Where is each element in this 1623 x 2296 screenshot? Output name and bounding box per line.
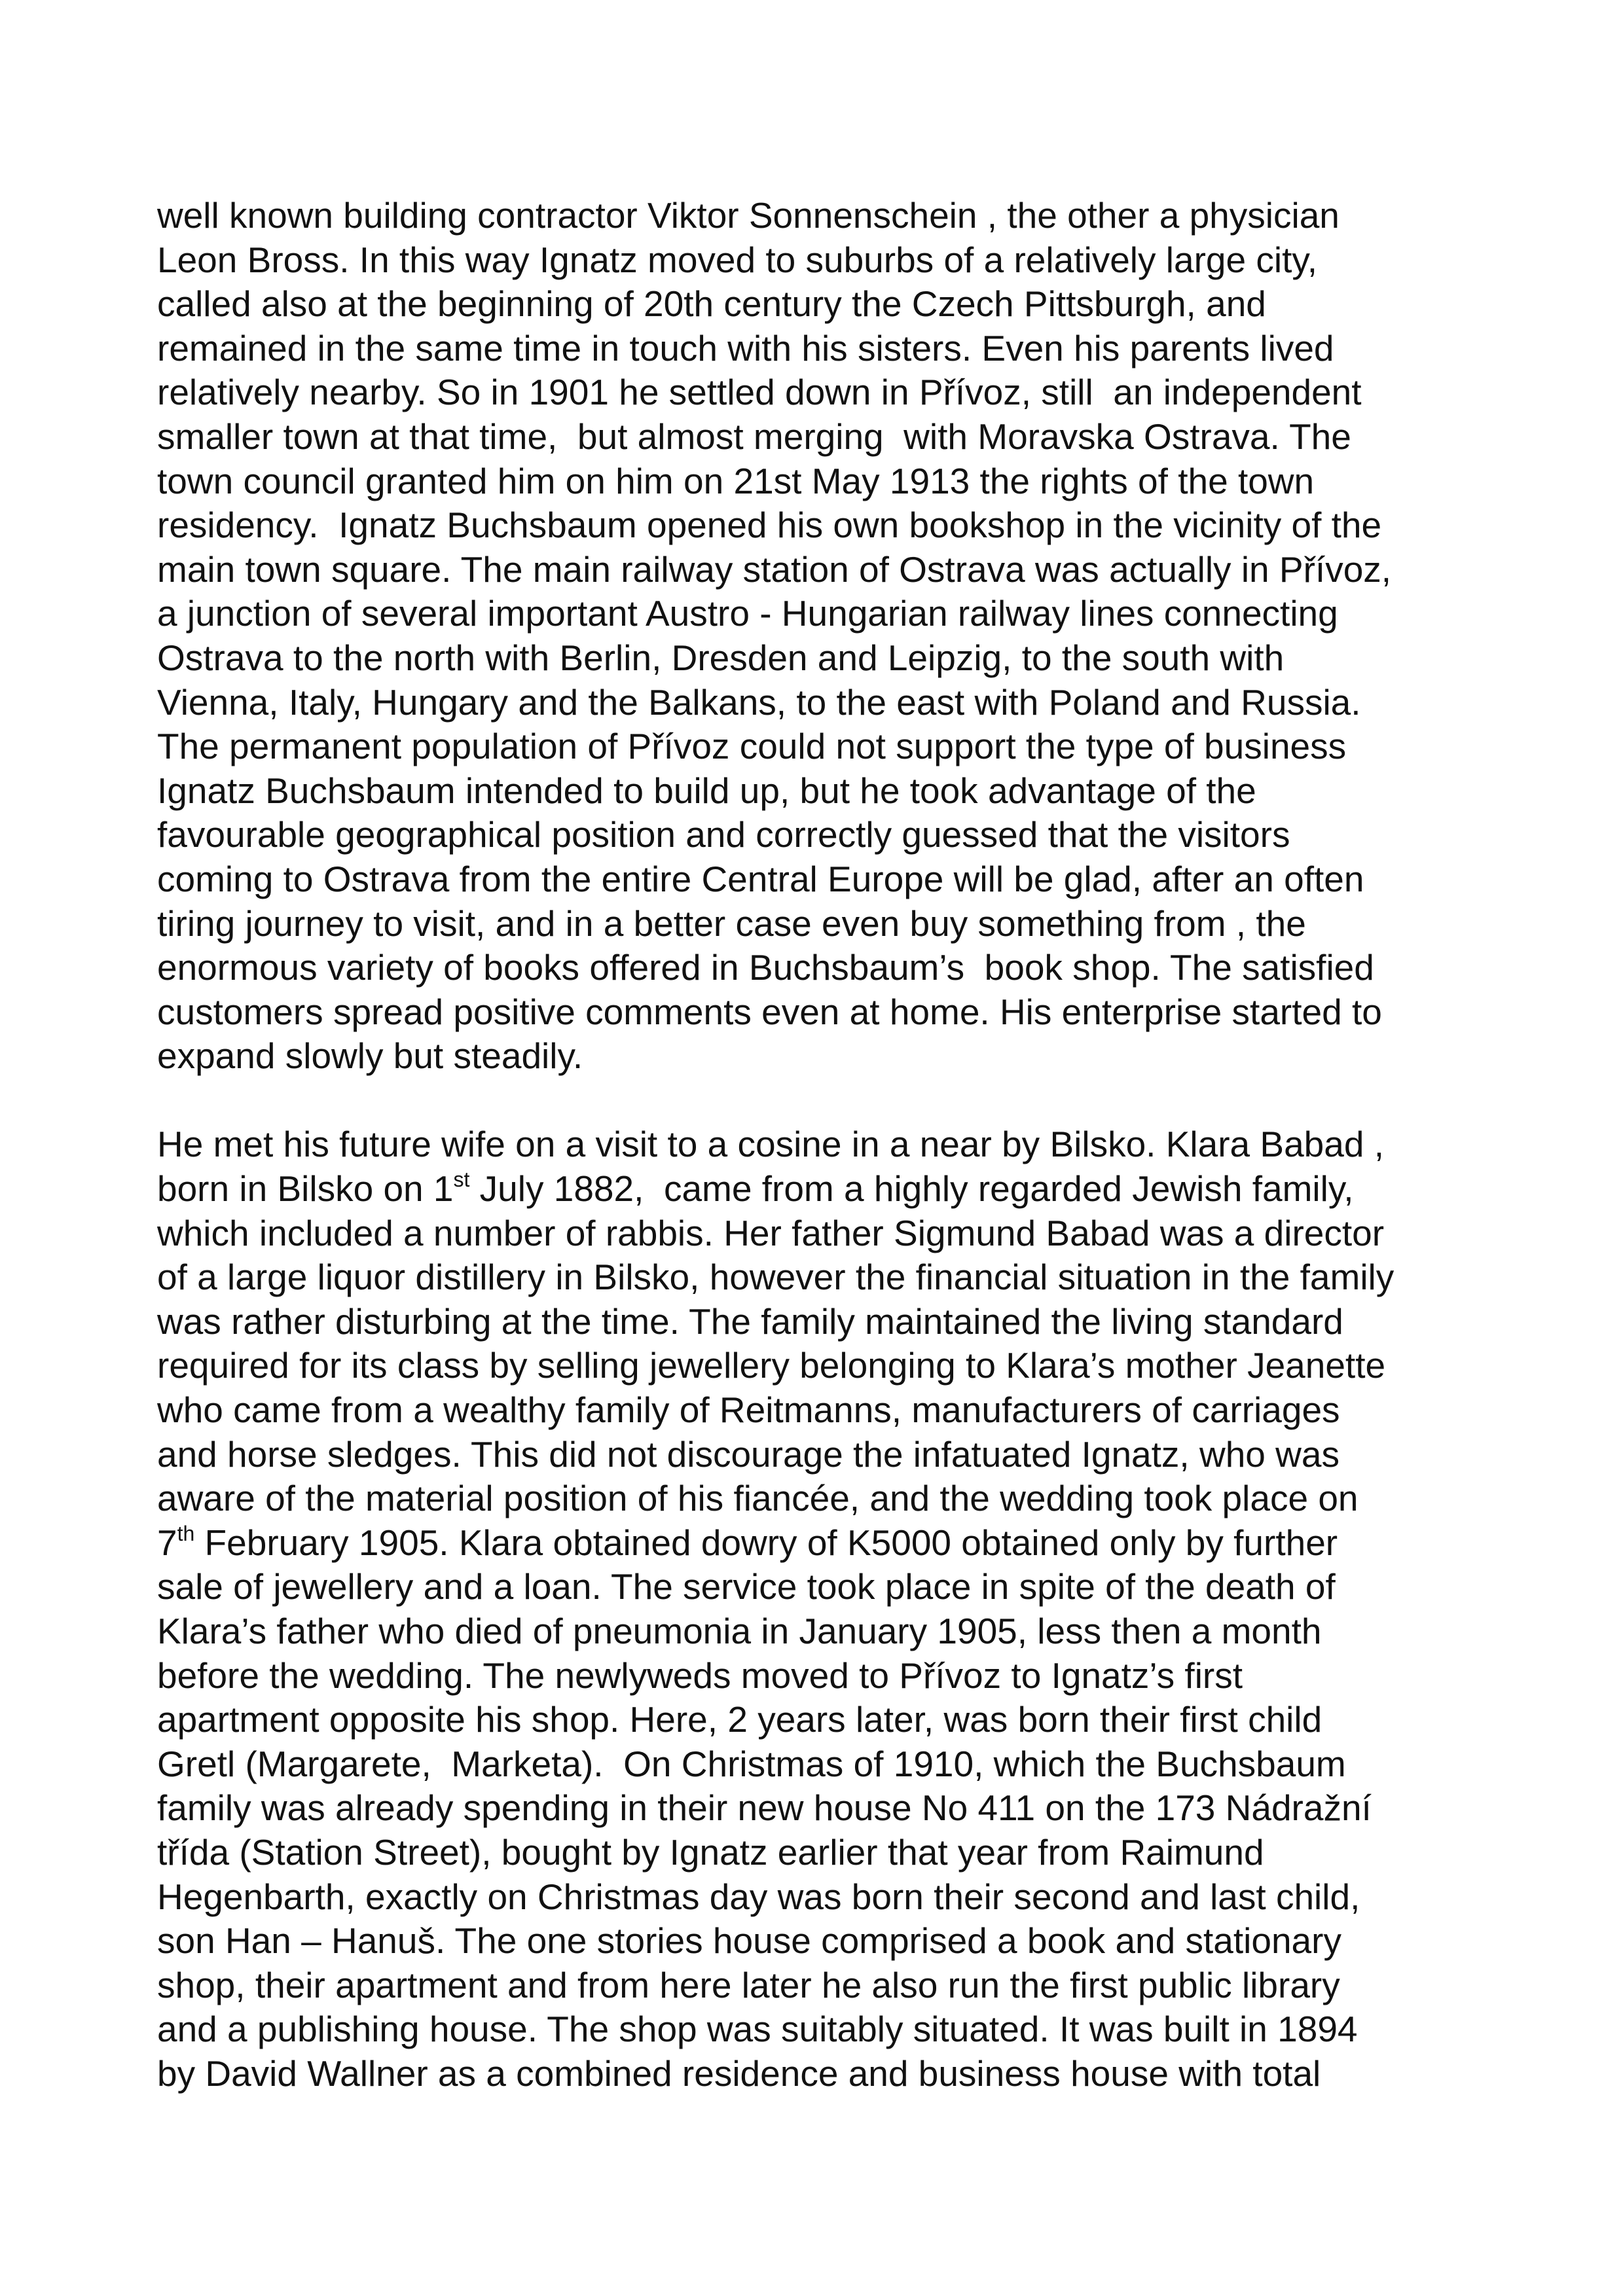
text-line: coming to Ostrava from the entire Central Europe will be glad, after an often bbox=[157, 858, 1364, 899]
text-line: tiring journey to visit, and in a better case even buy something from , the bbox=[157, 903, 1306, 944]
text-line: Hegenbarth, exactly on Christmas day was born their second and last child, bbox=[157, 1876, 1360, 1917]
text-line: before the wedding. The newlyweds moved to Přívoz to Ignatz’s first bbox=[157, 1655, 1243, 1696]
ordinal-suffix: st bbox=[453, 1168, 470, 1192]
text-segment: February 1905. Klara obtained dowry of K5000 obtained only by further bbox=[194, 1522, 1338, 1563]
paragraph-2 bbox=[157, 1122, 1493, 2096]
text-line: Ostrava to the north with Berlin, Dresden and Leipzig, to the south with bbox=[157, 637, 1285, 678]
text-line: favourable geographical position and correctly guessed that the visitors bbox=[157, 814, 1290, 855]
text-segment: born in Bilsko on 1 bbox=[157, 1168, 454, 1210]
text-line bbox=[157, 1521, 1493, 1566]
text-line: by David Wallner as a combined residence and business house with total bbox=[157, 2053, 1321, 2094]
text-line bbox=[157, 1167, 1493, 1211]
paragraph-1 bbox=[157, 194, 1493, 1079]
text-line: son Han – Hanuš. The one stories house comprised a book and stationary bbox=[157, 1920, 1341, 1962]
text-line: Klara’s father who died of pneumonia in January 1905, less then a month bbox=[157, 1611, 1322, 1651]
ordinal-suffix: th bbox=[177, 1521, 195, 1545]
text-line: The permanent population of Přívoz could not support the type of business bbox=[157, 726, 1347, 767]
text-line: and a publishing house. The shop was suitably situated. It was built in 1894 bbox=[157, 2009, 1358, 2050]
text-line: which included a number of rabbis. Her father Sigmund Babad was a director bbox=[157, 1212, 1385, 1253]
text-line: of a large liquor distillery in Bilsko, however the financial situation in the family bbox=[157, 1257, 1395, 1298]
text-line: town council granted him on him on 21st May 1913 the rights of the town bbox=[157, 460, 1315, 501]
paragraph-spacer bbox=[157, 1079, 1493, 1123]
text-line: was rather disturbing at the time. The family maintained the living standard bbox=[157, 1300, 1343, 1342]
text-line: Leon Bross. In this way Ignatz moved to suburbs of a relatively large city, bbox=[157, 239, 1318, 280]
text-line: who came from a wealthy family of Reitmanns, manufacturers of carriages bbox=[157, 1390, 1340, 1431]
text-line: aware of the material position of his fiancée, and the wedding took place on bbox=[157, 1478, 1359, 1519]
text-line: family was already spending in their new house No 411 on the 173 Nádražní bbox=[157, 1787, 1372, 1829]
text-line: sale of jewellery and a loan. The service took place in spite of the death of bbox=[157, 1566, 1336, 1607]
text-line: main town square. The main railway station of Ostrava was actually in Přívoz, bbox=[157, 548, 1392, 590]
text-line: expand slowly but steadily. bbox=[157, 1035, 583, 1077]
text-line: relatively nearby. So in 1901 he settled down in Přívoz, still an independent bbox=[157, 372, 1362, 413]
text-line: třída (Station Street), bought by Ignatz earlier that year from Raimund bbox=[157, 1831, 1264, 1873]
text-line: Gretl (Margarete, Marketa). On Christmas of 1910, which the Buchsbaum bbox=[157, 1743, 1346, 1784]
text-line: called also at the beginning of 20th century the Czech Pittsburgh, and bbox=[157, 283, 1266, 325]
text-line: remained in the same time in touch with his sisters. Even his parents lived bbox=[157, 327, 1334, 368]
text-line: enormous variety of books offered in Buchsbaum’s book shop. The satisfied bbox=[157, 947, 1374, 988]
text-line: Ignatz Buchsbaum intended to build up, but he took advantage of the bbox=[157, 770, 1256, 811]
text-line: He met his future wife on a visit to a cosine in a near by Bilsko. Klara Babad , bbox=[157, 1124, 1385, 1165]
text-segment: July 1882, came from a highly regarded Jewish family, bbox=[469, 1168, 1354, 1210]
text-line: residency. Ignatz Buchsbaum opened his own bookshop in the vicinity of the bbox=[157, 505, 1382, 546]
text-line: Vienna, Italy, Hungary and the Balkans, to the east with Poland and Russia. bbox=[157, 681, 1361, 723]
text-segment: 7 bbox=[157, 1522, 177, 1563]
text-line: a junction of several important Austro - Hungarian railway lines connecting bbox=[157, 593, 1338, 634]
text-line: customers spread positive comments even at home. His enterprise started to bbox=[157, 991, 1382, 1032]
document-page bbox=[157, 194, 1493, 2096]
text-line: apartment opposite his shop. Here, 2 years later, was born their first child bbox=[157, 1699, 1322, 1740]
text-line: smaller town at that time, but almost merging with Moravska Ostrava. The bbox=[157, 416, 1351, 457]
text-line: required for its class by selling jewellery belonging to Klara’s mother Jeanette bbox=[157, 1345, 1386, 1386]
text-line: and horse sledges. This did not discourage the infatuated Ignatz, who was bbox=[157, 1433, 1340, 1475]
text-line: well known building contractor Viktor Sonnenschein , the other a physician bbox=[157, 195, 1340, 236]
text-line: shop, their apartment and from here later he also run the first public library bbox=[157, 1964, 1340, 2005]
